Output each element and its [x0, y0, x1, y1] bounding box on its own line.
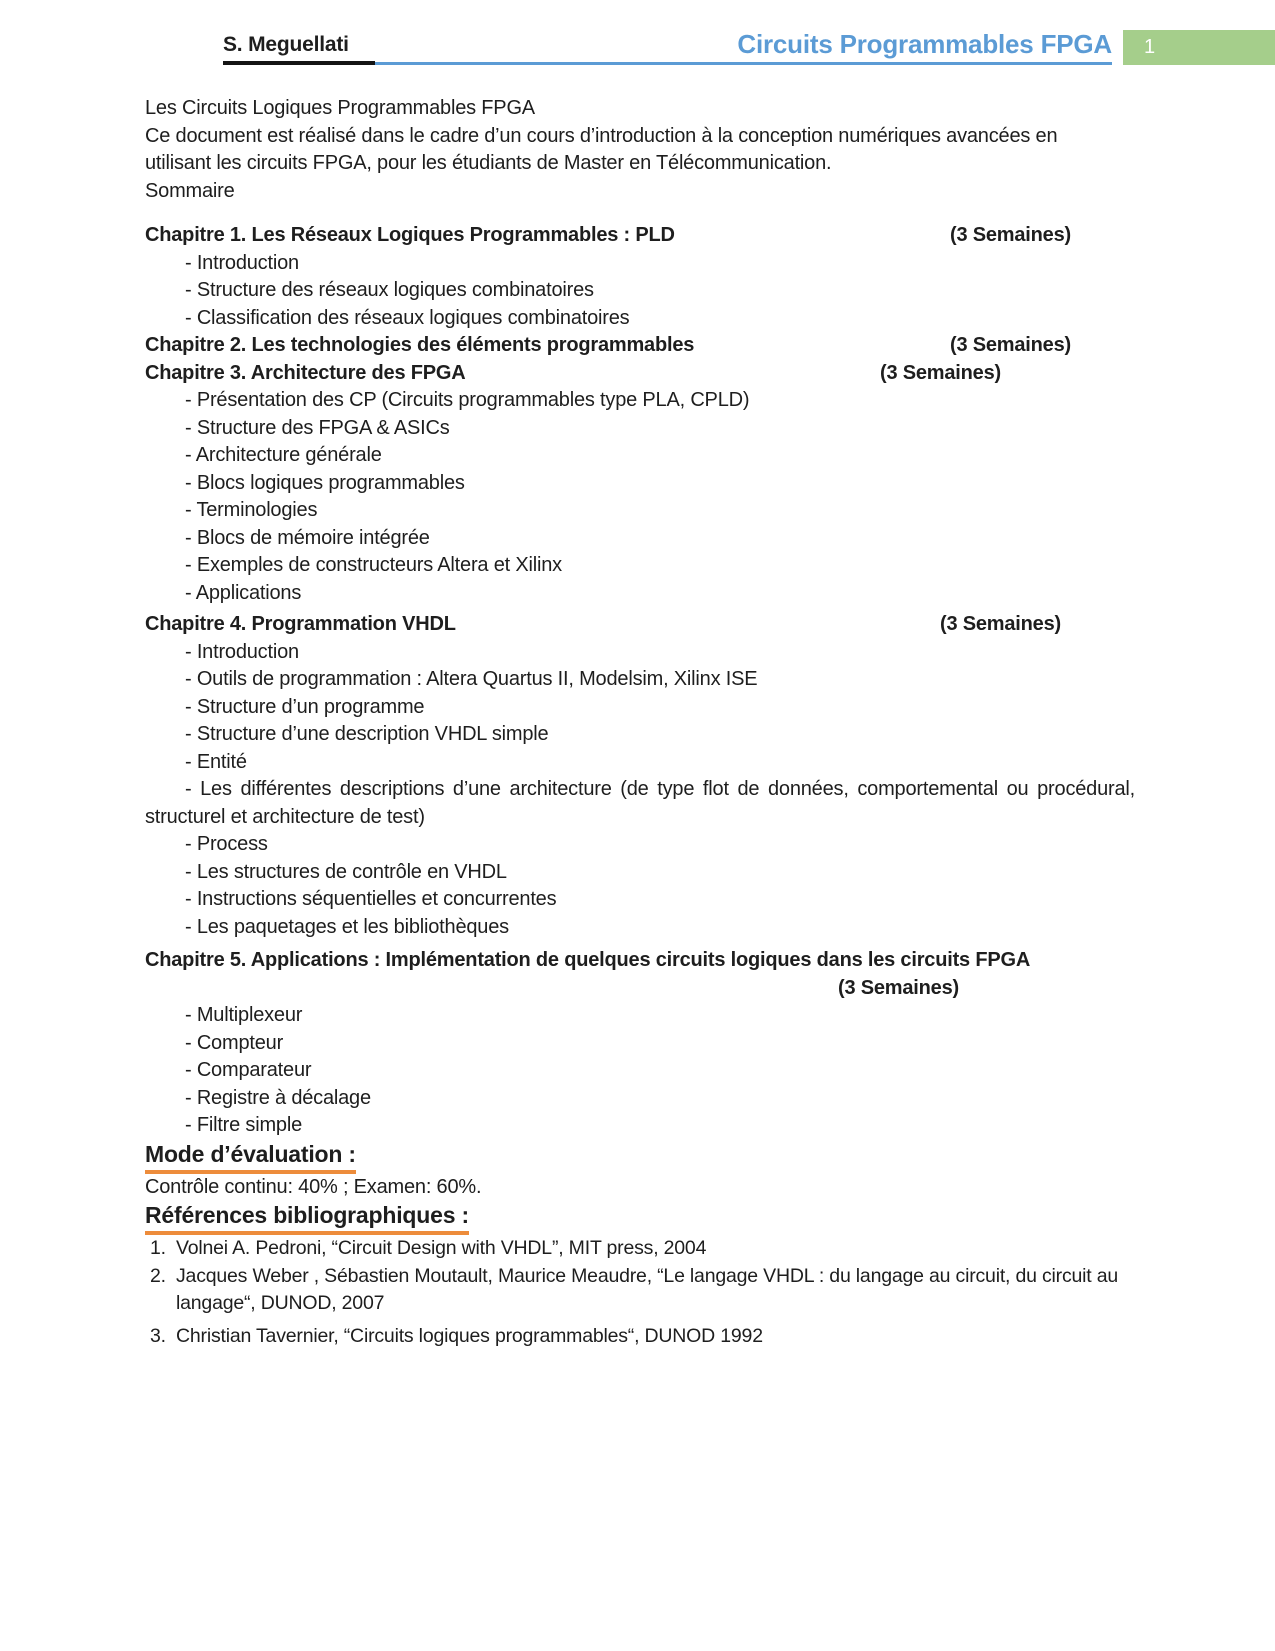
- chapter-5-item: - Filtre simple: [185, 1114, 303, 1136]
- intro-paragraph: Ce document est réalisé dans le cadre d’un cours d’introduction à la conception numériques avancées en utilisant les circuits FPGA, pour les étudiants de Master en Télécommunication.: [145, 124, 1058, 174]
- reference-number: 3.: [150, 1324, 166, 1347]
- chapter-3-item: - Exemples de constructeurs Altera et Xilinx: [185, 554, 562, 576]
- chapter-3-duration: (3 Semaines): [880, 361, 1001, 384]
- chapter-5-title: Chapitre 5. Applications : Implémentation de quelques circuits logiques dans les circuits FPGA: [145, 949, 1031, 971]
- chapter-2: [145, 332, 1135, 360]
- evaluation-heading-row: [145, 1140, 1135, 1174]
- chapter-2-title: Chapitre 2. Les technologies des éléments programmables: [145, 334, 695, 356]
- chapter-5-duration: (3 Semaines): [838, 976, 959, 999]
- chapter-4-item: - Les structures de contrôle en VHDL: [185, 860, 507, 883]
- chapter-4-title: Chapitre 4. Programmation VHDL: [145, 613, 456, 635]
- chapter-4-item: - Les paquetages et les bibliothèques: [185, 915, 509, 938]
- page-number-box: [1123, 30, 1275, 65]
- page-header: [223, 30, 1275, 65]
- chapter-4-item: - Outils de programmation : Altera Quartus II, Modelsim, Xilinx ISE: [185, 668, 758, 690]
- chapter-3-item: - Présentation des CP (Circuits programmables type PLA, CPLD): [185, 389, 750, 411]
- chapter-3-item: - Blocs de mémoire intégrée: [185, 526, 430, 549]
- reference-text: Jacques Weber , Sébastien Moutault, Maurice Meaudre, “Le langage VHDL : du langage au circuit, du circuit au langage“, DUNOD, 2007: [176, 1264, 1119, 1314]
- chapter-1-title: Chapitre 1. Les Réseaux Logiques Programmables : PLD: [145, 224, 675, 246]
- chapter-3: [145, 360, 1135, 608]
- chapter-4-item: - Introduction: [185, 640, 299, 663]
- chapter-4-item-wrapped: - Les différentes descriptions d’une architecture (de type flot de données, comportemental ou procédural, structurel et architecture de test): [145, 778, 1135, 828]
- chapter-3-item: - Architecture générale: [185, 444, 382, 466]
- header-author: S. Meguellati: [223, 32, 375, 65]
- reference-number: 2.: [150, 1264, 166, 1287]
- chapter-2-duration: (3 Semaines): [950, 334, 1071, 356]
- references-heading-row: [145, 1201, 1135, 1235]
- references-list: [145, 1235, 1135, 1350]
- chapter-1-item: - Classification des réseaux logiques combinatoires: [185, 306, 630, 329]
- chapter-3-item: - Blocs logiques programmables: [185, 471, 465, 494]
- evaluation-text: Contrôle continu: 40% ; Examen: 60%.: [145, 1175, 482, 1198]
- chapter-4-item: - Entité: [185, 750, 247, 773]
- chapter-3-item: - Applications: [185, 581, 302, 604]
- chapter-1-title-row: [145, 222, 1135, 250]
- chapter-4-item: - Structure d’une description VHDL simple: [185, 723, 549, 745]
- chapter-3-item: - Terminologies: [185, 499, 318, 521]
- chapter-5: [145, 947, 1135, 1140]
- chapter-1-item: - Introduction: [185, 251, 299, 274]
- chapter-2-title-row: [145, 332, 1135, 360]
- chapter-4-item: - Instructions séquentielles et concurrentes: [185, 888, 557, 910]
- chapter-3-title: Chapitre 3. Architecture des FPGA: [145, 361, 466, 384]
- chapter-5-title-row: [145, 947, 1135, 975]
- chapter-3-title-row: [145, 360, 1135, 388]
- chapter-4-duration: (3 Semaines): [940, 613, 1061, 635]
- chapter-5-item: - Registre à décalage: [185, 1086, 371, 1109]
- chapter-1-item: - Structure des réseaux logiques combinatoires: [185, 279, 594, 301]
- page-number: 1: [1144, 36, 1155, 58]
- chapter-3-item: - Structure des FPGA & ASICs: [185, 416, 450, 439]
- document-content: [145, 95, 1135, 1350]
- evaluation-heading: Mode d’évaluation :: [145, 1140, 356, 1174]
- reference-item: [145, 1323, 1135, 1351]
- chapter-5-item: - Compteur: [185, 1031, 284, 1054]
- chapter-4-items-after: [145, 831, 1135, 941]
- chapter-4-title-row: [145, 611, 1135, 639]
- reference-item: [145, 1235, 1135, 1263]
- reference-number: 1.: [150, 1237, 166, 1259]
- chapter-5-duration-row: [145, 975, 1135, 1003]
- document-title: Les Circuits Logiques Programmables FPGA: [145, 97, 535, 119]
- reference-item: [145, 1263, 1135, 1318]
- chapter-1: [145, 222, 1135, 332]
- chapter-5-item: - Comparateur: [185, 1059, 312, 1081]
- chapter-5-items: [145, 1002, 1135, 1140]
- chapter-4-item: - Process: [185, 833, 268, 855]
- header-course-title: Circuits Programmables FPGA: [737, 30, 1112, 65]
- reference-text: Volnei A. Pedroni, “Circuit Design with VHDL”, MIT press, 2004: [176, 1237, 707, 1259]
- chapter-5-item: - Multiplexeur: [185, 1004, 303, 1026]
- header-rule-line: [375, 30, 738, 65]
- chapter-4-item: - Structure d’un programme: [185, 695, 425, 718]
- references-heading: Références bibliographiques :: [145, 1201, 469, 1235]
- chapter-4: [145, 611, 1135, 941]
- chapter-1-duration: (3 Semaines): [950, 224, 1071, 246]
- summary-label: Sommaire: [145, 179, 235, 202]
- reference-text: Christian Tavernier, “Circuits logiques programmables“, DUNOD 1992: [176, 1324, 763, 1347]
